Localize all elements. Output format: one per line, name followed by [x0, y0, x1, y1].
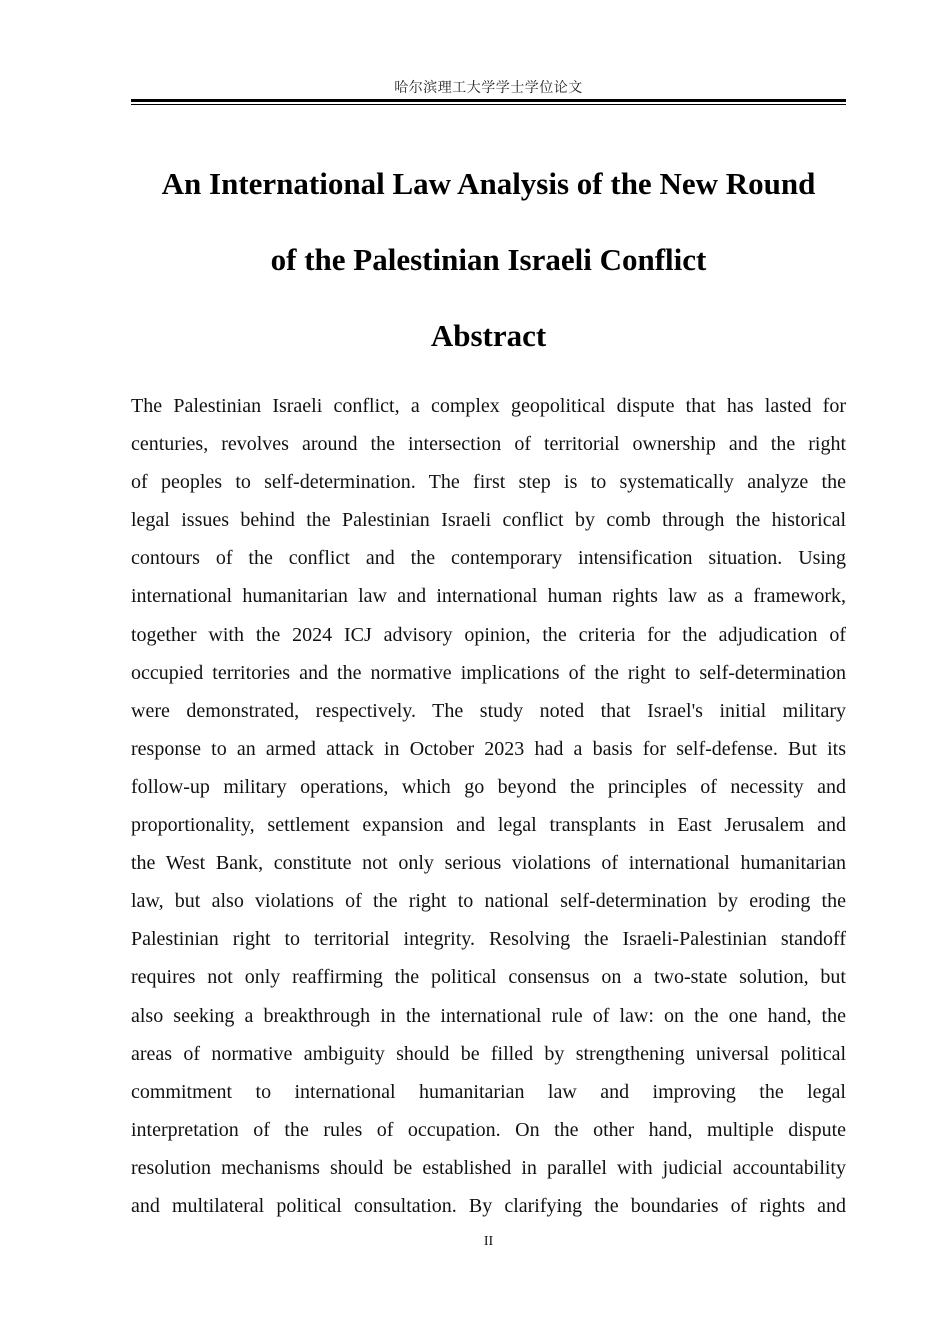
abstract-line: The Palestinian Israeli conflict, a complex geopolitical dispute that has lasted for [131, 395, 846, 417]
abstract-line: international humanitarian law and international human rights law as a framework, [131, 585, 846, 608]
abstract-line: follow-up military operations, which go beyond the principles of necessity and [131, 775, 846, 798]
abstract-line: and multilateral political consultation. By clarifying the boundaries of rights and [131, 1194, 846, 1217]
header-rule [131, 99, 846, 105]
thesis-title: An International Law Analysis of the New Round of the Palestinian Israeli Conflict [161, 166, 816, 277]
abstract-line: the West Bank, constitute not only serious violations of international humanitarian [131, 852, 846, 875]
abstract-line: legal issues behind the Palestinian Israeli conflict by comb through the historical [131, 509, 846, 532]
abstract-line: of peoples to self-determination. The first step is to systematically analyze the [131, 471, 846, 494]
abstract-heading: Abstract [430, 318, 547, 353]
abstract-line: Palestinian right to territorial integrity. Resolving the Israeli-Palestinian standoff [131, 928, 846, 951]
abstract-line: proportionality, settlement expansion and legal transplants in East Jerusalem and [131, 814, 846, 837]
abstract-line: commitment to international humanitarian law and improving the legal [131, 1080, 846, 1103]
abstract-line: also seeking a breakthrough in the international rule of law: on the one hand, the [131, 1004, 846, 1027]
abstract-line: occupied territories and the normative implications of the right to self-determination [131, 661, 846, 684]
abstract-line: law, but also violations of the right to national self-determination by eroding the [131, 890, 846, 913]
abstract-line: were demonstrated, respectively. The study noted that Israel's initial military [131, 699, 846, 722]
abstract-line: resolution mechanisms should be established in parallel with judicial accountability [131, 1156, 846, 1179]
abstract-line: requires not only reaffirming the political consensus on a two-state solution, but [131, 966, 846, 989]
abstract-line: centuries, revolves around the intersection of territorial ownership and the right [131, 433, 846, 456]
abstract-line: response to an armed attack in October 2023 had a basis for self-defense. But its [131, 737, 846, 760]
abstract-line: areas of normative ambiguity should be filled by strengthening universal political [131, 1042, 846, 1065]
abstract-line: contours of the conflict and the contemporary intensification situation. Using [131, 547, 846, 570]
page-number: II [483, 1234, 494, 1249]
abstract-line: interpretation of the rules of occupation. On the other hand, multiple dispute [131, 1118, 846, 1141]
running-header: 哈尔滨理工大学学士学位论文 [394, 80, 583, 96]
abstract-line: together with the 2024 ICJ advisory opinion, the criteria for the adjudication of [131, 623, 846, 646]
abstract-body [131, 387, 846, 1225]
